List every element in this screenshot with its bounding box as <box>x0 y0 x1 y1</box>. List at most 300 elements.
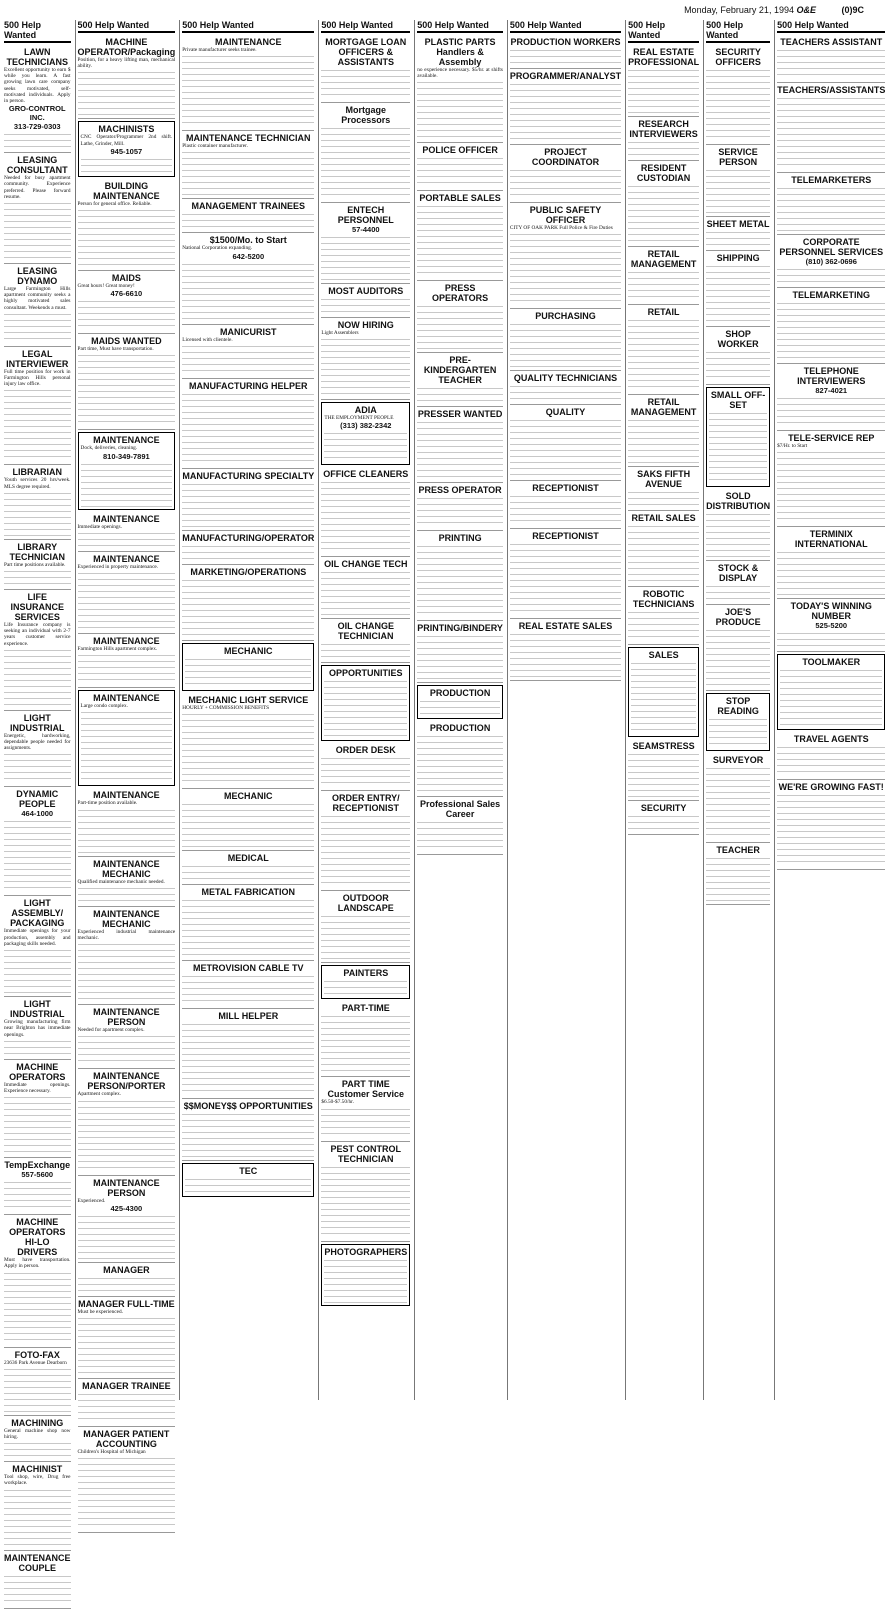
ad-fine-print <box>706 67 770 141</box>
date-text: Monday, February 21, 1994 <box>684 5 794 15</box>
ad-title: MANAGER FULL-TIME <box>78 1298 175 1309</box>
classified-ad <box>78 1427 176 1533</box>
ad-body: Qualified maintenance mechanic needed. <box>77 878 165 885</box>
ad-title: SEAMSTRESS <box>632 741 695 751</box>
ad-fine-print <box>78 69 176 115</box>
classified-ad <box>321 965 410 999</box>
ad-fine-print <box>182 261 314 321</box>
ad-fine-print <box>510 81 621 141</box>
ad-fine-print <box>510 47 621 65</box>
classified-ad <box>78 432 176 509</box>
ad-fine-print <box>510 167 621 199</box>
ad-title: PRODUCTION <box>429 688 491 699</box>
ad-body: CNC Operator/Programmer 2nd shift. Lathe, Grinder, Mill. <box>80 134 173 147</box>
ad-title: PROGRAMMER/ANALYST <box>509 71 622 81</box>
ad-title: PAINTERS <box>343 968 389 979</box>
ad-title: MAINTENANCE TECHNICIAN <box>186 133 311 144</box>
ad-body: Part-time position available. <box>77 800 138 807</box>
ad-fine-print <box>182 149 314 195</box>
classified-ad <box>777 431 885 527</box>
ad-fine-print <box>324 430 407 462</box>
ad-fine-print <box>182 577 314 637</box>
classified-ad <box>78 35 176 119</box>
ad-fine-print <box>777 300 885 360</box>
classified-ad <box>182 1009 314 1099</box>
ad-fine-print <box>182 391 314 465</box>
ad-fine-print <box>709 410 767 484</box>
ad-title: TempExchange <box>4 1160 71 1171</box>
ad-fine-print <box>706 263 770 323</box>
ad-fine-print <box>321 641 410 659</box>
ad-fine-print <box>4 490 71 536</box>
ad-fine-print <box>510 383 621 401</box>
ad-title: RETAIL <box>647 307 680 317</box>
ad-title: MAIDS <box>111 273 141 284</box>
ad-fine-print <box>417 419 503 479</box>
classified-ad <box>706 251 770 327</box>
ad-fine-print <box>706 765 770 839</box>
ad-title: MARKETING/OPERATIONS <box>190 566 307 577</box>
ad-fine-print <box>321 913 410 959</box>
ad-title: NOW HIRING <box>337 320 394 330</box>
ad-body: Part time, Must have transportation. <box>77 346 154 353</box>
classified-ad <box>78 690 176 786</box>
ad-fine-print <box>4 1440 71 1458</box>
ad-title: TERMINIX INTERNATIONAL <box>794 529 868 550</box>
ad-fine-print <box>4 818 71 892</box>
classified-ad <box>78 907 176 1005</box>
ad-body: CITY OF OAK PARK Full Police & Fire Duties <box>509 225 613 231</box>
ad-title: MAINTENANCE <box>93 553 160 564</box>
ad-fine-print <box>78 807 176 853</box>
ad-title: MANAGER PATIENT ACCOUNTING <box>83 1429 170 1450</box>
ad-title: PRESSER WANTED <box>417 409 503 420</box>
ad-title: POLICE OFFICER <box>422 145 498 156</box>
ad-title: MILL HELPER <box>218 1011 279 1022</box>
ad-fine-print <box>324 978 407 996</box>
ad-fine-print <box>182 801 314 847</box>
classified-ad <box>628 801 699 835</box>
ad-title: SHOP WORKER <box>717 329 759 349</box>
ad-fine-print <box>321 1106 410 1138</box>
classified-ad <box>706 605 770 691</box>
ad-title: OIL CHANGE TECHNICIAN <box>337 621 394 642</box>
ad-fine-print <box>78 1098 176 1172</box>
ad-title: PLASTIC PARTS Handlers & Assembly <box>424 37 496 67</box>
ad-fine-print <box>510 417 621 477</box>
ad-fine-print <box>81 709 173 783</box>
ad-phone: 827-4021 <box>815 386 848 395</box>
ad-title: RECEPTIONIST <box>532 483 599 494</box>
ad-title: $1500/Mo. to Start <box>209 235 287 246</box>
ad-title: ORDER DESK <box>335 745 396 756</box>
ad-fine-print <box>182 53 314 127</box>
classified-ad <box>777 288 885 364</box>
ad-title: PRESS OPERATOR <box>418 485 502 496</box>
ad-title: MECHANIC <box>224 791 273 802</box>
ad-title: MACHINE OPERATORS HI-LO DRIVERS <box>9 1217 66 1258</box>
ad-fine-print <box>4 1366 71 1412</box>
classified-ad <box>321 284 410 318</box>
column-7 <box>625 20 701 1400</box>
ad-title: QUALITY TECHNICIANS <box>513 373 618 384</box>
ad-title: MACHINIST <box>12 1464 63 1475</box>
ad-fine-print <box>182 1021 314 1095</box>
ad-fine-print <box>631 660 696 734</box>
classified-ad <box>628 247 699 305</box>
ad-title: MAINTENANCE <box>93 636 160 647</box>
ad-phone: 642-5200 <box>232 251 265 261</box>
ad-body: Part time positions available. <box>4 561 66 568</box>
classified-ad <box>706 561 770 605</box>
ad-fine-print <box>510 493 621 525</box>
classified-ad <box>321 665 410 741</box>
classified-ad <box>4 997 71 1060</box>
ad-fine-print <box>706 627 770 687</box>
classified-ad <box>510 145 621 203</box>
ad-fine-print <box>78 530 176 548</box>
classified-ad <box>182 469 314 531</box>
classified-ad <box>321 1142 410 1242</box>
ad-body: Children's Hospital of Michigan <box>77 1449 146 1456</box>
ad-fine-print <box>78 352 176 426</box>
ad-phone: 525-5200 <box>815 621 848 631</box>
classified-ad <box>628 395 699 467</box>
classified-ad <box>182 1163 314 1197</box>
ad-body: no experience necessary. $5/hr. at shifts available. <box>417 67 503 80</box>
ad-title: MAINTENANCE COUPLE <box>4 1552 71 1573</box>
classified-ad <box>510 69 621 145</box>
ad-fine-print <box>777 449 885 523</box>
ad-title: TOOLMAKER <box>802 657 861 668</box>
ad-body: HOURLY + COMMISSION BENEFITS <box>182 704 270 711</box>
page-number: (0)9C <box>841 5 864 15</box>
classified-ad <box>417 143 503 191</box>
ad-title: STOP READING <box>717 696 759 716</box>
classified-ad <box>777 527 885 599</box>
ad-fine-print <box>321 234 410 280</box>
dateline <box>684 5 816 15</box>
classified-ad <box>4 264 71 347</box>
ad-fine-print <box>78 570 176 630</box>
ad-fine-print <box>417 633 503 679</box>
classified-ad <box>321 619 410 663</box>
ad-body: Life Insurance company is seeking an individual with 2-7 years customer service experience. <box>4 622 71 647</box>
ad-fine-print <box>324 1257 407 1303</box>
ad-fine-print <box>628 67 699 113</box>
classified-ad <box>78 334 176 430</box>
ad-title: MECHANIC <box>224 645 273 656</box>
ad-title: LIGHT ASSEMBLY/ PACKAGING <box>10 898 65 929</box>
ad-title: PORTABLE SALES <box>419 193 501 204</box>
ad-body: Growing manufacturing firm near Brighton has immediate openings. <box>4 1019 71 1038</box>
classified-ad <box>4 1158 71 1215</box>
ad-fine-print <box>628 139 699 157</box>
classified-ad <box>417 797 503 855</box>
ad-body: General machine shop now hiring. <box>4 1427 71 1440</box>
classified-ad <box>706 327 770 385</box>
ad-fine-print <box>420 698 500 716</box>
ad-fine-print <box>182 543 314 561</box>
ad-title: OIL CHANGE TECH <box>324 559 408 570</box>
classified-ad <box>510 203 621 309</box>
ad-title: $$MONEY$$ OPPORTUNITIES <box>183 1101 313 1112</box>
ad-phone: 810-349-7891 <box>102 451 150 461</box>
ad-title: SERVICE PERSON <box>718 147 758 167</box>
ad-title: PRODUCTION WORKERS <box>510 37 621 47</box>
ad-fine-print <box>417 733 503 793</box>
ad-title: RESIDENT CUSTODIAN <box>636 163 691 183</box>
ad-phone: 557-5600 <box>21 1170 54 1180</box>
ad-title: PHOTOGRAPHERS <box>324 1246 408 1257</box>
ad-fine-print <box>4 568 71 586</box>
ad-title: ENTECH PERSONNEL <box>337 205 394 225</box>
ad-fine-print <box>706 167 770 213</box>
section-label: 500 Help Wanted <box>321 20 410 33</box>
classified-ad <box>417 685 503 719</box>
ad-phone: 464-1000 <box>21 809 54 819</box>
ad-fine-print <box>321 1013 410 1073</box>
ad-title: MOST AUDITORS <box>328 286 404 296</box>
ad-body: Light Assemblers <box>321 330 359 336</box>
column-5 <box>414 20 505 1400</box>
ad-body: Experienced industrial maintenance mechanic. <box>77 928 176 942</box>
ad-fine-print <box>628 417 699 463</box>
ad-body: THE EMPLOYMENT PEOPLE <box>324 415 394 422</box>
ad-fine-print <box>182 863 314 881</box>
classified-ad <box>510 371 621 405</box>
classified-ad <box>706 489 770 561</box>
classified-ad <box>628 305 699 395</box>
classified-ad <box>628 161 699 247</box>
ad-title: MANAGEMENT TRAINEES <box>191 201 306 212</box>
classified-ad <box>78 121 176 176</box>
classified-ad <box>182 565 314 641</box>
classified-ad <box>417 353 503 407</box>
classified-ad <box>706 693 770 751</box>
ad-fine-print <box>321 1164 410 1238</box>
ad-title: Professional Sales Career <box>420 799 501 820</box>
ad-body: Position, for a heavy lifting man, mechanical ability. <box>77 57 176 70</box>
classified-ad <box>182 379 314 469</box>
classified-ad <box>182 35 314 131</box>
ad-title: PRE-KINDERGARTEN TEACHER <box>423 355 497 386</box>
ad-fine-print <box>4 1270 71 1344</box>
classified-ad <box>182 131 314 199</box>
classified-ad <box>777 732 885 780</box>
classified-ad <box>628 117 699 161</box>
ad-title: MAINTENANCE PERSON <box>93 1007 160 1028</box>
classified-ad <box>321 743 410 791</box>
classified-ad <box>78 271 176 334</box>
ad-fine-print <box>321 569 410 615</box>
ad-title: MAINTENANCE <box>215 37 282 47</box>
ad-title: LAWN TECHNICIANS <box>6 47 68 67</box>
ad-fine-print <box>628 523 699 583</box>
classified-ad <box>321 402 410 465</box>
classified-ad <box>78 1263 176 1297</box>
ad-title: MAINTENANCE <box>93 513 160 524</box>
ad-title: MANUFACTURING/OPERATOR <box>182 532 315 543</box>
ad-title: PART-TIME <box>341 1003 390 1014</box>
ad-title: OPPORTUNITIES <box>329 668 403 679</box>
ad-title: MAIDS WANTED <box>91 336 162 347</box>
ad-title: LIGHT INDUSTRIAL <box>10 712 65 733</box>
ad-title: LIBRARY TECHNICIAN <box>9 541 65 562</box>
classified-ad <box>4 153 71 264</box>
ad-body: Energetic, hardworking, dependable people needed for assignments. <box>4 732 71 752</box>
classified-ad <box>777 780 885 870</box>
ad-fine-print <box>417 819 503 851</box>
ad-title: OUTDOOR LANDSCAPE <box>337 893 394 914</box>
classified-ad <box>777 235 885 288</box>
classified-ad <box>78 179 176 271</box>
ad-title: MAINTENANCE <box>93 790 160 801</box>
ad-fine-print <box>510 321 621 367</box>
classified-ad <box>706 45 770 145</box>
ad-title: TEC <box>239 1166 258 1177</box>
classified-ad <box>628 467 699 511</box>
ad-title: SOLD DISTRIBUTION <box>706 491 771 511</box>
ad-fine-print <box>4 647 71 707</box>
paper-name: O&E <box>796 5 816 15</box>
ad-title: LEGAL INTERVIEWER <box>6 348 69 369</box>
classified-ad <box>417 407 503 483</box>
classified-ad <box>510 309 621 371</box>
classified-ad <box>4 45 71 153</box>
ad-fine-print <box>4 311 71 343</box>
classified-ad <box>706 843 770 905</box>
classified-ad <box>510 481 621 529</box>
ad-body: Excellent opportunity to earn $ while you learn. A fast growing lawn care company seeks motivated, self-motivated individuals. Apply in person. <box>4 67 71 105</box>
section-label: 500 Help Wanted <box>78 20 176 33</box>
ad-fine-print <box>628 751 699 797</box>
ad-body: National Corporation expanding. <box>182 245 253 252</box>
ad-body: Immediate openings. Experience necessary. <box>4 1081 71 1094</box>
column-6 <box>507 20 623 1400</box>
ad-fine-print <box>4 200 71 260</box>
ad-body: 23636 Park Avenue Dearborn <box>4 1359 67 1366</box>
classified-ad <box>182 789 314 851</box>
ad-title: JOE'S PRODUCE <box>715 607 761 627</box>
ad-title: Mortgage Processors <box>341 105 391 125</box>
ad-body: Licensed with clientele. <box>182 336 233 343</box>
classified-ad <box>182 233 314 324</box>
ad-body: Must have transportation. Apply in person. <box>4 1257 71 1270</box>
classified-ad <box>182 961 314 1009</box>
classified-ad <box>706 145 770 217</box>
ad-fine-print <box>417 155 503 187</box>
ad-fine-print <box>4 1094 71 1154</box>
classified-ad <box>4 787 71 896</box>
classified-ad <box>182 643 314 691</box>
ad-title: OFFICE CLEANERS <box>323 469 409 480</box>
ad-body: Needed for busy apartment community. Experience preferred. Please forward resume. <box>4 175 71 200</box>
ad-company: GRO-CONTROL INC. <box>8 104 66 123</box>
ad-fine-print <box>777 549 885 595</box>
ad-title: MAINTENANCE <box>93 435 160 446</box>
ad-title: TRAVEL AGENTS <box>793 734 869 745</box>
ad-fine-print <box>78 941 176 1001</box>
classified-ad <box>182 1099 314 1161</box>
ad-title: ROBOTIC TECHNICIANS <box>632 589 695 609</box>
column-4 <box>318 20 412 1400</box>
section-label: 500 Help Wanted <box>510 20 621 33</box>
ad-fine-print <box>777 47 885 79</box>
ad-title: LIBRARIAN <box>12 467 62 478</box>
ad-fine-print <box>78 1391 176 1423</box>
ad-fine-print <box>78 1275 176 1293</box>
ad-fine-print <box>324 678 407 738</box>
ad-title: PRINTING/BINDERY <box>417 623 503 634</box>
ad-title: TEACHERS/ASSISTANTS <box>777 85 886 95</box>
classified-ad <box>628 587 699 645</box>
ad-fine-print <box>321 479 410 553</box>
classified-ad <box>4 347 71 466</box>
ad-title: MAINTENANCE PERSON <box>93 1177 160 1198</box>
classified-ad <box>777 173 885 235</box>
ad-title: MAINTENANCE MECHANIC <box>93 908 160 929</box>
ad-title: TEACHERS ASSISTANT <box>780 37 883 47</box>
classified-ad <box>182 325 314 379</box>
ad-title: MECHANIC LIGHT SERVICE <box>188 694 309 705</box>
classified-ad <box>4 896 71 997</box>
ad-title: RETAIL SALES <box>631 513 696 523</box>
ad-title: LEASING CONSULTANT <box>6 155 68 176</box>
classified-ad <box>510 405 621 481</box>
classified-ad <box>321 557 410 619</box>
classified-ad <box>321 103 410 203</box>
classified-ad <box>4 1215 71 1347</box>
classified-ad <box>777 654 885 730</box>
classified-ad <box>78 552 176 634</box>
ad-title: TELEPHONE INTERVIEWERS <box>797 366 866 386</box>
ad-body: Dock, deliveries, cleaning. <box>80 445 138 452</box>
classified-columns <box>2 20 886 1573</box>
classified-ad <box>4 465 71 539</box>
ad-title: RECEPTIONIST <box>532 531 599 542</box>
ad-body: Large Farmington Hills apartment community seeks a highly motivated sales consultant. Weekends a must. <box>4 286 71 311</box>
ad-phone: 476-6610 <box>110 289 143 299</box>
ad-title: REAL ESTATE PROFESSIONAL <box>628 47 700 67</box>
ad-title: RETAIL MANAGEMENT <box>630 397 697 417</box>
classified-ad <box>4 711 71 788</box>
classified-ad <box>4 540 71 590</box>
ad-fine-print <box>321 755 410 787</box>
ad-fine-print <box>628 813 699 831</box>
ad-fine-print <box>78 298 176 330</box>
ad-title: LEASING DYNAMO <box>17 266 58 287</box>
classified-ad <box>321 35 410 103</box>
classified-ad <box>706 217 770 251</box>
classified-ad <box>78 857 176 907</box>
ad-body: Experienced. <box>77 1197 106 1204</box>
section-label: 500 Help Wanted <box>628 20 699 43</box>
classified-ad <box>4 1551 71 1609</box>
ad-fine-print <box>78 1315 176 1375</box>
ad-title: MANICURIST <box>220 326 277 337</box>
ad-fine-print <box>4 387 71 461</box>
ad-title: LIGHT INDUSTRIAL <box>10 999 65 1020</box>
ad-title: TELE-SERVICE REP <box>788 433 875 443</box>
classified-ad <box>78 1069 176 1175</box>
classified-ad <box>4 590 71 711</box>
ad-title: SURVEYOR <box>712 755 764 765</box>
ad-title: CORPORATE PERSONNEL SERVICES <box>779 237 884 257</box>
ad-title: LIFE INSURANCE SERVICES <box>10 592 64 623</box>
ad-fine-print <box>182 973 314 1005</box>
ad-body: Needed for apartment complex. <box>77 1027 145 1034</box>
